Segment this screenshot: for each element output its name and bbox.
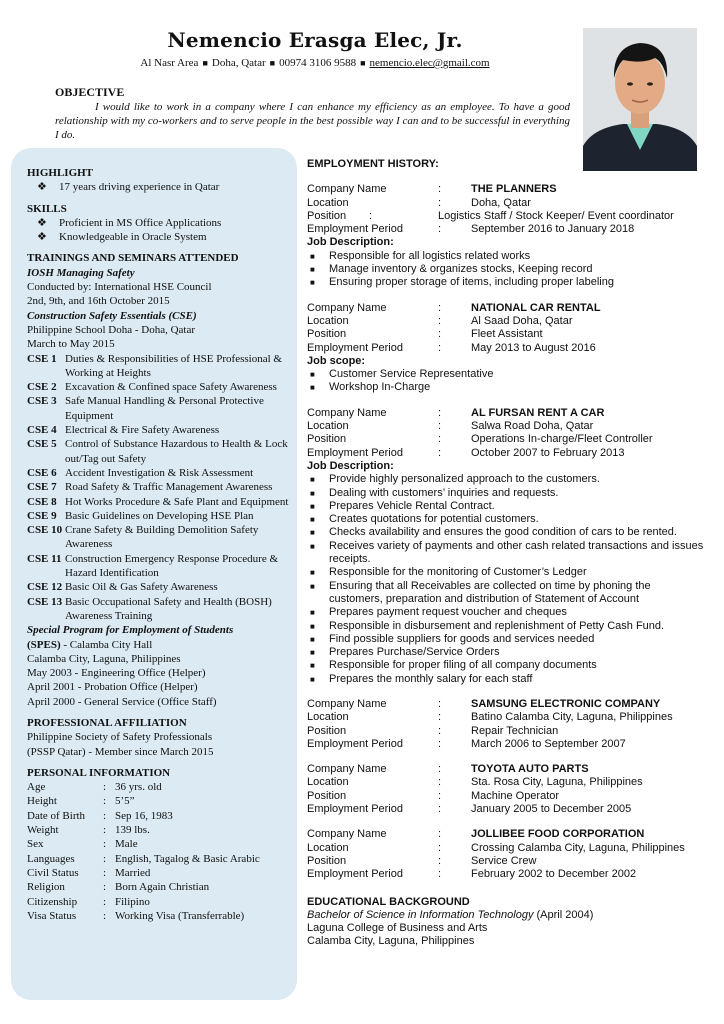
job-duty-item <box>307 276 707 289</box>
personal-info-value: 36 yrs. old <box>115 781 162 794</box>
objective-text: I would like to work in a company where I can enhance my efficiency as an employee. To have a good relationship with my co-workers and to serve people in the best possible way I can and to be successful in everything I do. <box>55 101 570 141</box>
education-heading: EDUCATIONAL BACKGROUND <box>307 895 470 908</box>
personal-info-key: Religion <box>27 881 65 894</box>
job-field-colon: : <box>438 314 442 327</box>
job-company-row <box>307 302 707 315</box>
education-place: Calamba City, Laguna, Philippines <box>307 935 475 948</box>
personal-info-row <box>27 809 295 823</box>
contact-email-link[interactable]: nemencio.elec@gmail.com <box>369 57 490 69</box>
square-bullet-icon: ■ <box>310 265 315 275</box>
job-position: Repair Technician <box>471 724 559 737</box>
job-duty-item <box>307 368 707 381</box>
job-period: February 2002 to December 2002 <box>471 868 637 881</box>
cse-text: Basic Guidelines on Developing HSE Plan <box>65 509 254 522</box>
job-period-row <box>307 447 707 460</box>
personal-info-value: Born Again Christian <box>115 881 210 894</box>
job-company: JOLLIBEE FOOD CORPORATION <box>471 828 645 841</box>
cse-item <box>27 394 295 423</box>
job-company-row <box>307 698 707 711</box>
square-bullet-icon: ■ <box>310 383 315 393</box>
square-bullet-icon: ■ <box>310 515 315 525</box>
job-duty-text: Responsible for all logistics related works <box>329 249 531 262</box>
job-field-colon: : <box>438 776 442 789</box>
square-bullet-icon: ■ <box>310 488 315 498</box>
square-bullet-icon: ■ <box>310 648 315 658</box>
personal-info-row <box>27 852 295 866</box>
job-company-row <box>307 763 707 776</box>
personal-info-value: Filipino <box>115 895 150 908</box>
cse-code: CSE 1 <box>27 352 57 365</box>
iosh-title: IOSH Managing Safety <box>27 266 135 279</box>
job-field-colon: : <box>438 406 442 419</box>
job-duty-text: Creates quotations for potential customers. <box>329 513 539 526</box>
education-degree-line <box>307 909 707 922</box>
job-duty-text: Ensuring that all Receivables are collected on time by phoning the customers, preparation and distribution of Statement of Account <box>329 579 651 605</box>
job-field-colon: : <box>438 433 442 446</box>
job-duty-text: Manage inventory & organizes stocks, Keeping record <box>329 263 593 276</box>
job-field-label: Position <box>307 789 347 802</box>
job-duty-item <box>307 487 707 500</box>
job-position-row <box>307 790 707 803</box>
job-location: Sta. Rosa City, Laguna, Philippines <box>471 776 643 789</box>
job-location-row <box>307 776 707 789</box>
personal-info-row <box>27 780 295 794</box>
personal-info-key: Height <box>27 795 57 808</box>
job-duty-item <box>307 500 707 513</box>
job-duty-text: Workshop In-Charge <box>329 381 431 394</box>
job-location: Doha, Qatar <box>471 196 531 209</box>
job-field-label: Company Name <box>307 301 387 314</box>
spes-place: - Calamba City Hall <box>63 638 153 651</box>
square-bullet-icon: ■ <box>310 608 315 618</box>
separator-square: ■ <box>202 58 208 68</box>
education-school: Laguna College of Business and Arts <box>307 922 488 935</box>
education-section <box>307 896 707 949</box>
personal-info-colon: : <box>103 895 107 908</box>
job-field-colon: : <box>438 789 442 802</box>
job-period-row <box>307 803 707 816</box>
cse-code: CSE 2 <box>27 381 57 394</box>
cse-text: Excavation & Confined space Safety Awareness <box>65 381 277 394</box>
job-field-label: Employment Period <box>307 446 403 459</box>
contact-phone: 00974 3106 9588 <box>279 57 357 69</box>
job-duty-text: Provide highly personalized approach to the customers. <box>329 473 600 486</box>
cse-item <box>27 552 295 581</box>
job-field-colon: : <box>438 854 442 867</box>
job-location-row <box>307 315 707 328</box>
job-field-colon: : <box>438 711 442 724</box>
cse-text: Hot Works Procedure & Safe Plant and Equipment <box>65 495 289 508</box>
cse-item <box>27 380 295 394</box>
education-year: (April 2004) <box>536 908 594 921</box>
job-company: THE PLANNERS <box>471 183 557 196</box>
personal-info-colon: : <box>103 838 107 851</box>
job-description-heading: Job scope: <box>307 354 366 367</box>
job-entry <box>307 698 707 751</box>
job-position: Fleet Assistant <box>471 328 543 341</box>
personal-info-value: Male <box>115 838 138 851</box>
job-field-label: Location <box>307 196 349 209</box>
job-field-colon: : <box>438 196 442 209</box>
personal-info-key: Citizenship <box>27 895 78 908</box>
cse-code: CSE 11 <box>27 552 62 565</box>
job-period-row <box>307 223 707 236</box>
job-field-colon: : <box>438 446 442 459</box>
personal-info-value: Sep 16, 1983 <box>115 809 173 822</box>
job-field-colon: : <box>438 803 442 816</box>
personal-info-key: Sex <box>27 838 44 851</box>
cse-code: CSE 5 <box>27 438 57 451</box>
profile-photo <box>583 28 697 171</box>
job-duty-text: Prepares Vehicle Rental Contract. <box>329 499 495 512</box>
job-period: October 2007 to February 2013 <box>471 446 625 459</box>
job-field-colon: : <box>438 328 442 341</box>
left-column <box>27 166 295 923</box>
cse-item <box>27 352 295 381</box>
job-field-label: Company Name <box>307 763 387 776</box>
job-duty-text: Responsible in disbursement and replenishment of Petty Cash Fund. <box>329 619 665 632</box>
job-description-heading: Job Description: <box>307 459 394 472</box>
job-location: Salwa Road Doha, Qatar <box>471 420 594 433</box>
square-bullet-icon: ■ <box>310 674 315 684</box>
square-bullet-icon: ■ <box>310 581 315 591</box>
diamond-bullet-icon: ❖ <box>37 216 47 229</box>
job-field-colon: : <box>438 737 442 750</box>
right-column <box>307 158 707 949</box>
job-duty-item <box>307 381 707 394</box>
job-field-label: Position <box>307 209 347 222</box>
job-field-label: Location <box>307 314 349 327</box>
cse-text: Road Safety & Traffic Management Awareness <box>65 481 273 494</box>
job-field-colon: : <box>438 223 442 236</box>
affiliation-line: Philippine Society of Safety Professionals <box>27 731 213 744</box>
job-field-label: Position <box>307 854 347 867</box>
job-duty-item <box>307 263 707 276</box>
highlight-item <box>27 180 295 194</box>
personal-info-value: English, Tagalog & Basic Arabic <box>115 852 260 865</box>
job-field-label: Position <box>307 433 347 446</box>
job-field-colon: : <box>438 420 442 433</box>
job-field-label: Employment Period <box>307 803 403 816</box>
personal-heading: PERSONAL INFORMATION <box>27 766 171 779</box>
cse-item <box>27 437 295 466</box>
personal-info-colon: : <box>103 852 107 865</box>
square-bullet-icon: ■ <box>310 278 315 288</box>
cse-code: CSE 9 <box>27 509 57 522</box>
job-field-colon: : <box>438 183 442 196</box>
objective-heading: OBJECTIVE <box>55 85 125 99</box>
job-period: March 2006 to September 2007 <box>471 737 626 750</box>
job-field-label: Location <box>307 420 349 433</box>
job-entry <box>307 407 707 686</box>
job-location: Batino Calamba City, Laguna, Philippines <box>471 711 673 724</box>
cse-item <box>27 595 295 624</box>
job-entry <box>307 302 707 395</box>
square-bullet-icon: ■ <box>310 541 315 551</box>
job-duty-text: Customer Service Representative <box>329 368 494 381</box>
job-duty-item <box>307 659 707 672</box>
job-field-colon: : <box>438 724 442 737</box>
contact-address: Al Nasr Area <box>140 57 199 69</box>
job-position-row <box>307 725 707 738</box>
job-company: NATIONAL CAR RENTAL <box>471 301 601 314</box>
job-field-label: Company Name <box>307 697 387 710</box>
job-company-row <box>307 407 707 420</box>
job-field-colon: : <box>369 209 373 222</box>
job-duty-text: Dealing with customers’ inquiries and requests. <box>329 486 559 499</box>
job-duty-item <box>307 620 707 633</box>
job-field-label: Location <box>307 711 349 724</box>
personal-info-colon: : <box>103 809 107 822</box>
job-field-label: Employment Period <box>307 223 403 236</box>
square-bullet-icon: ■ <box>310 475 315 485</box>
job-field-label: Position <box>307 328 347 341</box>
personal-info-row <box>27 909 295 923</box>
personal-info-key: Civil Status <box>27 866 79 879</box>
cse-item <box>27 423 295 437</box>
job-duty-item <box>307 526 707 539</box>
job-field-colon: : <box>438 341 442 354</box>
cse-text: Accident Investigation & Risk Assessment <box>65 466 254 479</box>
cse-code: CSE 3 <box>27 395 57 408</box>
job-position: Operations In-charge/Fleet Controller <box>471 433 653 446</box>
job-position: Service Crew <box>471 854 537 867</box>
job-duty-item <box>307 540 707 567</box>
diamond-bullet-icon: ❖ <box>37 181 47 194</box>
job-period-row <box>307 342 707 355</box>
spes-item: April 2000 - General Service (Office Staff) <box>27 695 217 708</box>
job-duty-item <box>307 250 707 263</box>
personal-info-value: Working Visa (Transferrable) <box>115 909 245 922</box>
job-duty-item <box>307 633 707 646</box>
jobs-list <box>307 183 707 881</box>
job-duty-text: Receives variety of payments and other cash related transactions and issues receipts. <box>329 539 704 566</box>
cse-list <box>27 352 295 624</box>
personal-info-key: Date of Birth <box>27 809 86 822</box>
cse-text: Safe Manual Handling & Personal Protective Equipment <box>65 395 264 422</box>
skill-item-text: Knowledgeable in Oracle System <box>59 231 207 244</box>
square-bullet-icon: ■ <box>310 661 315 671</box>
job-company-row <box>307 828 707 841</box>
job-company: SAMSUNG ELECTRONIC COMPANY <box>471 697 661 710</box>
job-duty-text: Ensuring proper storage of items, including proper labeling <box>329 276 614 289</box>
personal-info-colon: : <box>103 866 107 879</box>
job-period: September 2016 to January 2018 <box>471 223 635 236</box>
cse-text: Crane Safety & Building Demolition Safety Awareness <box>65 524 259 551</box>
iosh-conducted-by: Conducted by: International HSE Council <box>27 281 212 294</box>
job-position-row <box>307 210 707 223</box>
spes-item: May 2003 - Engineering Office (Helper) <box>27 667 206 680</box>
personal-info-value: Married <box>115 866 151 879</box>
personal-info-row <box>27 837 295 851</box>
cse-code: CSE 12 <box>27 581 63 594</box>
cse-text: Basic Oil & Gas Safety Awareness <box>65 581 218 594</box>
job-field-colon: : <box>438 828 442 841</box>
spes-title: Special Program for Employment of Students <box>27 624 234 637</box>
spes-item: April 2001 - Probation Office (Helper) <box>27 681 198 694</box>
cse-item <box>27 495 295 509</box>
resume-name: Nemencio Erasga Elec, Jr. <box>167 28 463 52</box>
skill-item-text: Proficient in MS Office Applications <box>59 216 222 229</box>
job-duty-item <box>307 513 707 526</box>
job-field-colon: : <box>438 301 442 314</box>
education-degree: Bachelor of Science in Information Technology <box>307 908 534 921</box>
job-position-row <box>307 433 707 446</box>
separator-square: ■ <box>269 58 276 68</box>
square-bullet-icon: ■ <box>310 370 315 380</box>
diamond-bullet-icon: ❖ <box>37 231 47 244</box>
job-location-row <box>307 842 707 855</box>
cse-text: Electrical & Fire Safety Awareness <box>65 424 220 437</box>
job-field-colon: : <box>438 868 442 881</box>
square-bullet-icon: ■ <box>310 251 315 261</box>
cse-place: Philippine School Doha - Doha, Qatar <box>27 323 196 336</box>
job-field-label: Company Name <box>307 406 387 419</box>
job-location: Crossing Calamba City, Laguna, Philippines <box>471 841 685 854</box>
job-company: TOYOTA AUTO PARTS <box>471 763 589 776</box>
personal-info-row <box>27 794 295 808</box>
job-duty-text: Find possible suppliers for goods and services needed <box>329 632 595 645</box>
job-field-label: Employment Period <box>307 868 403 881</box>
job-field-label: Company Name <box>307 828 387 841</box>
skills-heading: SKILLS <box>27 202 67 215</box>
personal-info-value: 5’5” <box>115 795 135 808</box>
job-location-row <box>307 420 707 433</box>
job-position-row <box>307 328 707 341</box>
cse-item <box>27 580 295 594</box>
separator-square: ■ <box>360 58 366 68</box>
highlight-heading: HIGHLIGHT <box>27 167 94 179</box>
job-duty-item <box>307 606 707 619</box>
square-bullet-icon: ■ <box>310 634 315 644</box>
job-location-row <box>307 711 707 724</box>
cse-text: Construction Emergency Response Procedure & Hazard Identification <box>65 552 279 580</box>
person-portrait-icon <box>583 28 697 171</box>
job-period: May 2013 to August 2016 <box>471 341 596 354</box>
contact-city: Doha, Qatar <box>211 57 266 69</box>
square-bullet-icon: ■ <box>310 621 315 631</box>
job-duty-text: Prepares Purchase/Service Orders <box>329 646 500 659</box>
personal-info-colon: : <box>103 909 107 922</box>
personal-info-key: Age <box>27 781 46 794</box>
cse-text: Control of Substance Hazardous to Health & Lock out/Tag out Safety <box>65 438 288 465</box>
cse-item <box>27 466 295 480</box>
job-entry <box>307 183 707 289</box>
employment-heading: EMPLOYMENT HISTORY: <box>307 158 439 170</box>
cse-text: Duties & Responsibilities of HSE Professional & Working at Heights <box>65 352 282 379</box>
trainings-heading: TRAININGS AND SEMINARS ATTENDED <box>27 252 239 265</box>
skill-item <box>27 216 295 230</box>
highlight-item-text: 17 years driving experience in Qatar <box>59 181 220 194</box>
job-field-colon: : <box>438 841 442 854</box>
personal-info-row <box>27 823 295 837</box>
job-duty-text: Responsible for the monitoring of Customer’s Ledger <box>329 566 587 579</box>
cse-code: CSE 13 <box>27 595 63 608</box>
cse-item <box>27 480 295 494</box>
job-period-row <box>307 738 707 751</box>
affiliation-heading: PROFESSIONAL AFFILIATION <box>27 716 187 729</box>
job-duty-text: Checks availability and ensures the good condition of cars to be rented. <box>329 526 677 539</box>
personal-info-row <box>27 895 295 909</box>
job-field-label: Location <box>307 841 349 854</box>
personal-info-row <box>27 866 295 880</box>
job-period: January 2005 to December 2005 <box>471 803 632 816</box>
job-duty-text: Prepares the monthly salary for each staff <box>329 672 533 685</box>
job-period-row <box>307 868 707 881</box>
personal-info-colon: : <box>103 781 107 794</box>
spes-header <box>27 638 295 652</box>
job-duty-item <box>307 566 707 579</box>
contact-line <box>0 57 630 69</box>
job-field-label: Employment Period <box>307 341 403 354</box>
personal-info-value: 139 lbs. <box>115 824 150 837</box>
skill-item <box>27 230 295 244</box>
cse-code: CSE 4 <box>27 424 57 437</box>
personal-info-key: Visa Status <box>27 909 77 922</box>
job-position-row <box>307 855 707 868</box>
job-field-label: Position <box>307 724 347 737</box>
cse-dates: March to May 2015 <box>27 338 115 351</box>
personal-info-row <box>27 880 295 894</box>
job-company: AL FURSAN RENT A CAR <box>471 406 605 419</box>
personal-info-colon: : <box>103 824 107 837</box>
cse-code: CSE 7 <box>27 481 57 494</box>
square-bullet-icon: ■ <box>310 568 315 578</box>
spes-city: Calamba City, Laguna, Philippines <box>27 652 181 665</box>
iosh-dates: 2nd, 9th, and 16th October 2015 <box>27 295 170 308</box>
cse-item <box>27 509 295 523</box>
job-duty-item <box>307 673 707 686</box>
job-entry <box>307 828 707 881</box>
job-duty-text: Responsible for proper filing of all company documents <box>329 659 597 672</box>
cse-text: Basic Occupational Safety and Health (BOSH) Awareness Training <box>65 595 272 622</box>
job-description-heading: Job Description: <box>307 236 394 249</box>
personal-info-key: Weight <box>27 824 59 837</box>
cse-code: CSE 8 <box>27 495 57 508</box>
job-position: Logistics Staff / Stock Keeper/ Event coordinator <box>438 209 674 222</box>
job-duty-item <box>307 473 707 486</box>
personal-info-colon: : <box>103 795 107 808</box>
job-location: Al Saad Doha, Qatar <box>471 314 573 327</box>
personal-info-list <box>27 780 295 923</box>
job-position: Machine Operator <box>471 789 560 802</box>
cse-title: Construction Safety Essentials (CSE) <box>27 309 197 322</box>
affiliation-line: (PSSP Qatar) - Member since March 2015 <box>27 745 214 758</box>
job-field-label: Location <box>307 776 349 789</box>
job-duty-text: Prepares payment request voucher and cheques <box>329 606 567 619</box>
job-entry <box>307 763 707 816</box>
personal-info-key: Languages <box>27 852 75 865</box>
job-field-label: Company Name <box>307 183 387 196</box>
job-duty-item <box>307 580 707 607</box>
square-bullet-icon: ■ <box>310 528 315 538</box>
job-field-label: Employment Period <box>307 737 403 750</box>
cse-code: CSE 10 <box>27 524 63 537</box>
personal-info-colon: : <box>103 881 107 894</box>
spes-abbr: (SPES) <box>27 638 61 651</box>
cse-code: CSE 6 <box>27 466 57 479</box>
square-bullet-icon: ■ <box>310 501 315 511</box>
job-company-row <box>307 183 707 196</box>
job-field-colon: : <box>438 763 442 776</box>
job-field-colon: : <box>438 697 442 710</box>
job-duty-item <box>307 646 707 659</box>
cse-item <box>27 523 295 552</box>
job-location-row <box>307 197 707 210</box>
